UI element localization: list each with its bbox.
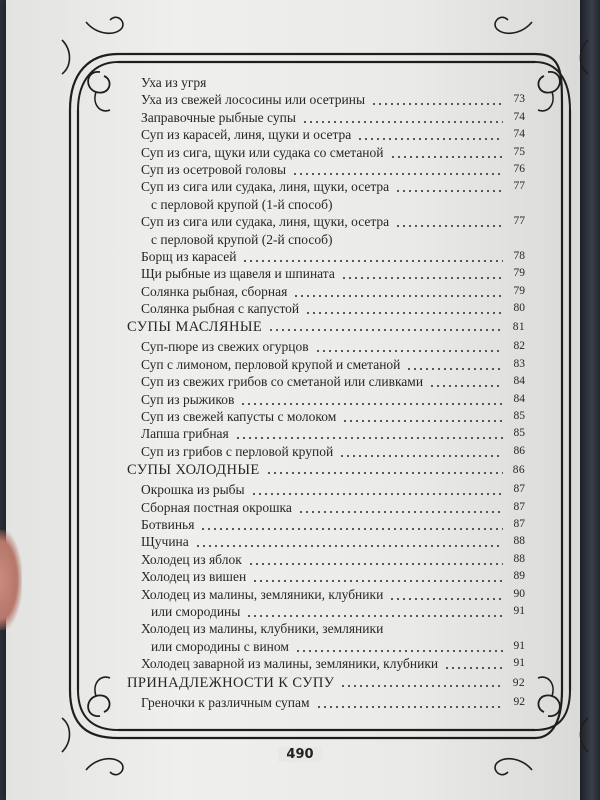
toc-entry-page: 74 (513, 128, 525, 141)
toc-entry-page: 86 (512, 464, 525, 477)
toc-entry (127, 603, 525, 620)
toc-entry-page: 91 (513, 604, 525, 617)
toc-entry-title: Суп из свежих грибов со сметаной или сливками (141, 374, 424, 390)
toc-entry-title: Суп из карасей, линя, щуки и осетра (141, 127, 352, 143)
toc-entry-page: 79 (513, 284, 525, 297)
toc-entry-title: Щучина (141, 534, 189, 550)
toc-entry (127, 196, 525, 213)
toc-entry (127, 620, 525, 637)
toc-entry (127, 231, 525, 248)
toc-entry-page: 88 (513, 552, 525, 565)
toc-entry-title: Холодец из вишен (141, 569, 247, 585)
toc-entry-page: 91 (513, 639, 525, 652)
toc-entry-page: 84 (513, 392, 525, 405)
toc-entry (127, 144, 525, 161)
toc-entry-title: Холодец из малины, земляники, клубники (141, 586, 384, 602)
dot-leader (406, 356, 503, 373)
toc-entry-page: 80 (513, 302, 525, 315)
toc-entry-page: 85 (513, 410, 525, 423)
toc-entry-page: 78 (513, 249, 525, 262)
toc-entry-title: Окрошка из рыбы (141, 482, 245, 498)
toc-entry-page: 90 (513, 587, 525, 600)
toc-entry-title: с перловой крупой (1-й способ) (151, 196, 333, 212)
dot-leader (342, 408, 503, 425)
dot-leader (235, 425, 503, 442)
toc-entry-title: Лапша грибная (141, 426, 229, 442)
toc-entry-title: Суп из сига или судака, линя, щуки, осетра (141, 214, 390, 230)
toc-entry (127, 551, 525, 568)
dot-leader (371, 91, 503, 108)
toc-entry (127, 568, 525, 585)
toc-entry (127, 161, 525, 178)
toc-entry (127, 694, 525, 711)
toc-entry-title: или смородины с вином (151, 638, 289, 654)
toc-section-heading (127, 460, 525, 481)
dot-leader (305, 300, 503, 317)
page-number-text: 490 (278, 747, 321, 762)
toc-entry (127, 499, 525, 516)
toc-entry-title: Уха из свежей лососины или осетрины (141, 92, 366, 108)
dot-leader (357, 126, 503, 143)
toc-entry-page: 79 (513, 267, 525, 280)
toc-entry-page: 74 (513, 110, 525, 123)
toc-entry (127, 283, 525, 300)
dot-leader (302, 109, 503, 126)
toc-entry-title: Суп из свежей капусты с молоком (141, 409, 337, 425)
toc-entry (127, 516, 525, 533)
dot-leader (248, 551, 503, 568)
toc-entry-page: 81 (512, 321, 525, 334)
page-number (0, 747, 600, 762)
toc-entry (127, 638, 525, 655)
toc-entry-title: Суп из рыжиков (141, 391, 235, 407)
toc-entry-page: 87 (513, 500, 525, 513)
toc-entry (127, 391, 525, 408)
dot-leader (395, 178, 503, 195)
toc-entry (127, 586, 525, 603)
toc-entry-title: Суп из сига или судака, линя, щуки, осетра (141, 179, 390, 195)
toc-entry-page: 82 (513, 340, 525, 353)
dot-leader (292, 161, 503, 178)
toc-entry-title: Уха из угря (141, 75, 207, 90)
dot-leader (266, 460, 503, 481)
toc-entry-title: Суп из грибов с перловой крупой (141, 443, 334, 459)
dot-leader (240, 391, 503, 408)
toc-entry (127, 356, 525, 373)
toc-entry (127, 74, 525, 91)
toc-entry (127, 373, 525, 390)
dot-leader (295, 638, 503, 655)
dot-leader (298, 499, 503, 516)
toc-entry-title: Щи рыбные из щавеля и шпината (141, 266, 335, 282)
dot-leader (252, 568, 503, 585)
table-of-contents (127, 74, 525, 711)
dot-leader (315, 338, 503, 355)
toc-entry-page: 84 (513, 375, 525, 388)
toc-entry-title: СУПЫ МАСЛЯНЫЕ (127, 319, 263, 336)
dot-leader (389, 586, 503, 603)
toc-entry-title: с перловой крупой (2-й способ) (151, 231, 333, 247)
dot-leader (268, 317, 503, 338)
toc-entry-title: Заправочные рыбные супы (141, 109, 296, 125)
toc-entry-title: Суп из сига, щуки или судака со сметаной (141, 144, 384, 160)
toc-entry (127, 300, 525, 317)
toc-entry (127, 443, 525, 460)
toc-entry-title: Солянка рыбная, сборная (141, 283, 288, 299)
toc-entry (127, 533, 525, 550)
toc-entry-page: 77 (513, 215, 525, 228)
toc-entry (127, 265, 525, 282)
toc-entry-title: ПРИНАДЛЕЖНОСТИ К СУПУ (127, 674, 335, 691)
toc-section-heading (127, 673, 525, 694)
toc-entry (127, 408, 525, 425)
toc-entry-title: Суп из осетровой головы (141, 161, 287, 177)
toc-entry-page: 83 (513, 357, 525, 370)
toc-entry-title: или смородины (151, 603, 241, 619)
toc-entry (127, 126, 525, 143)
dot-leader (429, 373, 503, 390)
dot-leader (242, 248, 503, 265)
toc-entry (127, 248, 525, 265)
toc-entry (127, 481, 525, 498)
toc-entry-title: Борщ из карасей (141, 248, 237, 264)
toc-entry (127, 655, 525, 672)
toc-entry-page: 92 (512, 676, 525, 689)
dot-leader (395, 213, 503, 230)
toc-entry-page: 87 (513, 483, 525, 496)
dot-leader (390, 144, 503, 161)
toc-entry-page: 88 (513, 535, 525, 548)
toc-entry-title: Сборная постная окрошка (141, 499, 292, 515)
toc-entry-title: Холодец из яблок (141, 551, 242, 567)
toc-entry (127, 425, 525, 442)
toc-entry-title: Солянка рыбная с капустой (141, 301, 300, 317)
dot-leader (200, 516, 503, 533)
toc-entry-title: Греночки к различным супам (141, 694, 310, 710)
toc-entry (127, 178, 525, 195)
toc-entry-page: 75 (513, 145, 525, 158)
dot-leader (195, 533, 503, 550)
toc-entry (127, 338, 525, 355)
toc-entry (127, 109, 525, 126)
dot-leader (444, 655, 503, 672)
toc-entry-title: Холодец из малины, клубники, земляники (141, 621, 384, 637)
dot-leader (340, 673, 503, 694)
toc-entry-title: Холодец заварной из малины, земляники, клубники (141, 656, 439, 672)
toc-entry-page: 89 (513, 570, 525, 583)
dot-leader (339, 443, 503, 460)
toc-entry-page: 73 (513, 93, 525, 106)
dot-leader (293, 283, 503, 300)
toc-entry-title: Ботвинья (141, 516, 195, 532)
toc-entry (127, 213, 525, 230)
toc-entry-page: 92 (513, 695, 525, 708)
dot-leader (316, 694, 503, 711)
toc-entry-title: Суп-пюре из свежих огурцов (141, 339, 309, 355)
toc-entry-page: 85 (513, 427, 525, 440)
toc-entry-page: 86 (513, 444, 525, 457)
dot-leader (246, 603, 503, 620)
toc-entry-title: СУПЫ ХОЛОДНЫЕ (127, 462, 260, 479)
toc-entry-page: 87 (513, 517, 525, 530)
toc-section-heading (127, 317, 525, 338)
dot-leader (341, 265, 503, 282)
dot-leader (251, 481, 503, 498)
toc-entry (127, 91, 525, 108)
toc-entry-page: 77 (513, 180, 525, 193)
thumb (0, 530, 22, 630)
toc-entry-title: Суп с лимоном, перловой крупой и сметаной (141, 356, 401, 372)
toc-entry-page: 91 (513, 657, 525, 670)
toc-entry-page: 76 (513, 162, 525, 175)
